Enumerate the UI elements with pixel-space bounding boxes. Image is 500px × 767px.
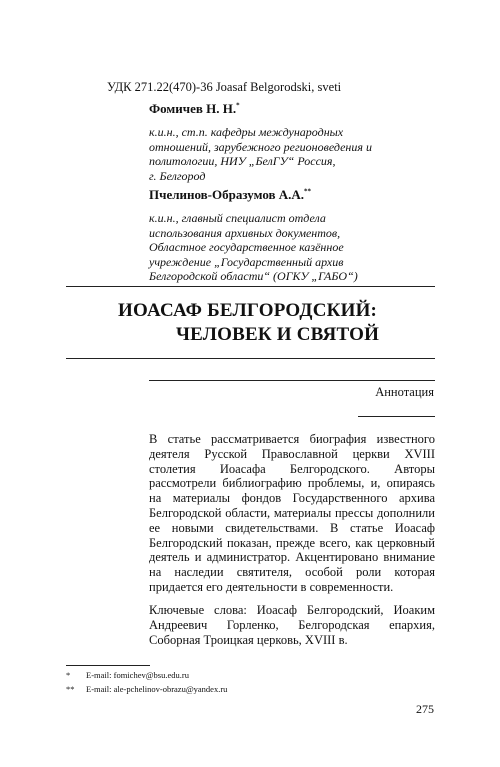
footnote-text-2: E-mail: ale-pchelinov-obrazu@yandex.ru <box>86 684 228 694</box>
title-line-1: ИОАСАФ БЕЛГОРОДСКИЙ: <box>118 300 378 321</box>
affiliation-line: политологии, НИУ „БелГУ“ Россия, <box>149 154 336 169</box>
footnote-mark-2: ** <box>66 684 75 694</box>
author-name-2-text: Пчелинов-Образумов А.А. <box>149 187 305 202</box>
footnote-text-1: E-mail: fomichev@bsu.edu.ru <box>86 670 189 680</box>
affiliation-line: отношений, зарубежного регионоведения и <box>149 139 372 154</box>
footnote-rule <box>66 665 150 666</box>
abstract-top-rule <box>149 380 435 381</box>
footnote-mark-1: * <box>66 670 71 680</box>
affiliation-line: Белгородской области“ (ОГКУ „ГАБО“) <box>149 269 358 284</box>
author-mark-1: * <box>236 101 240 110</box>
title-line-2: ЧЕЛОВЕК И СВЯТОЙ <box>176 324 380 345</box>
udk-code: УДК 271.22(470)-36 Joasaf Belgorodski, sveti <box>107 80 342 94</box>
author-name-1-text: Фомичев Н. Н. <box>149 101 237 116</box>
affiliation-line: г. Белгород <box>149 168 206 183</box>
title-top-rule <box>66 286 435 287</box>
author-mark-2: ** <box>304 187 312 196</box>
keywords: Ключевые слова: Иоасаф Белгородский, Иоаким Андреевич Горленко, Белгородская епархия, Соборная Троицкая церковь, XVIII в. <box>149 603 435 647</box>
affiliation-line: к.и.н., главный специалист отдела <box>149 211 326 225</box>
author-affiliation-1 <box>149 125 372 183</box>
affiliation-line: к.и.н., ст.п. кафедры международных <box>149 125 344 139</box>
author-name-1 <box>149 101 240 117</box>
affiliation-line: Областное государственное казённое <box>149 240 344 255</box>
abstract-label: Аннотация <box>375 385 434 399</box>
author-name-2 <box>149 187 311 203</box>
title-bottom-rule <box>66 358 435 359</box>
author-affiliation-2 <box>149 211 358 284</box>
affiliation-line: использования архивных документов, <box>149 225 341 240</box>
abstract-text: В статье рассматривается биография известного деятеля Русской Православной церкви XVIII столетия Иоасафа Белгородского. Авторы рассмотрели библиографию проблемы, и, опираясь на материалы фондов Государственного архива Белгородской области, материалы прессы дополнили ее новыми свидетельствами. В статье Иоасаф Белгородский показан, прежде всего, как церковный деятель и администратор. Акцентировано внимание на наследии святителя, особой роли которая придается его деятельности в современности. <box>149 432 435 594</box>
affiliation-line: учреждение „Государственный архив <box>149 254 344 269</box>
abstract-label-rule <box>358 416 435 417</box>
page-number: 275 <box>416 702 434 716</box>
